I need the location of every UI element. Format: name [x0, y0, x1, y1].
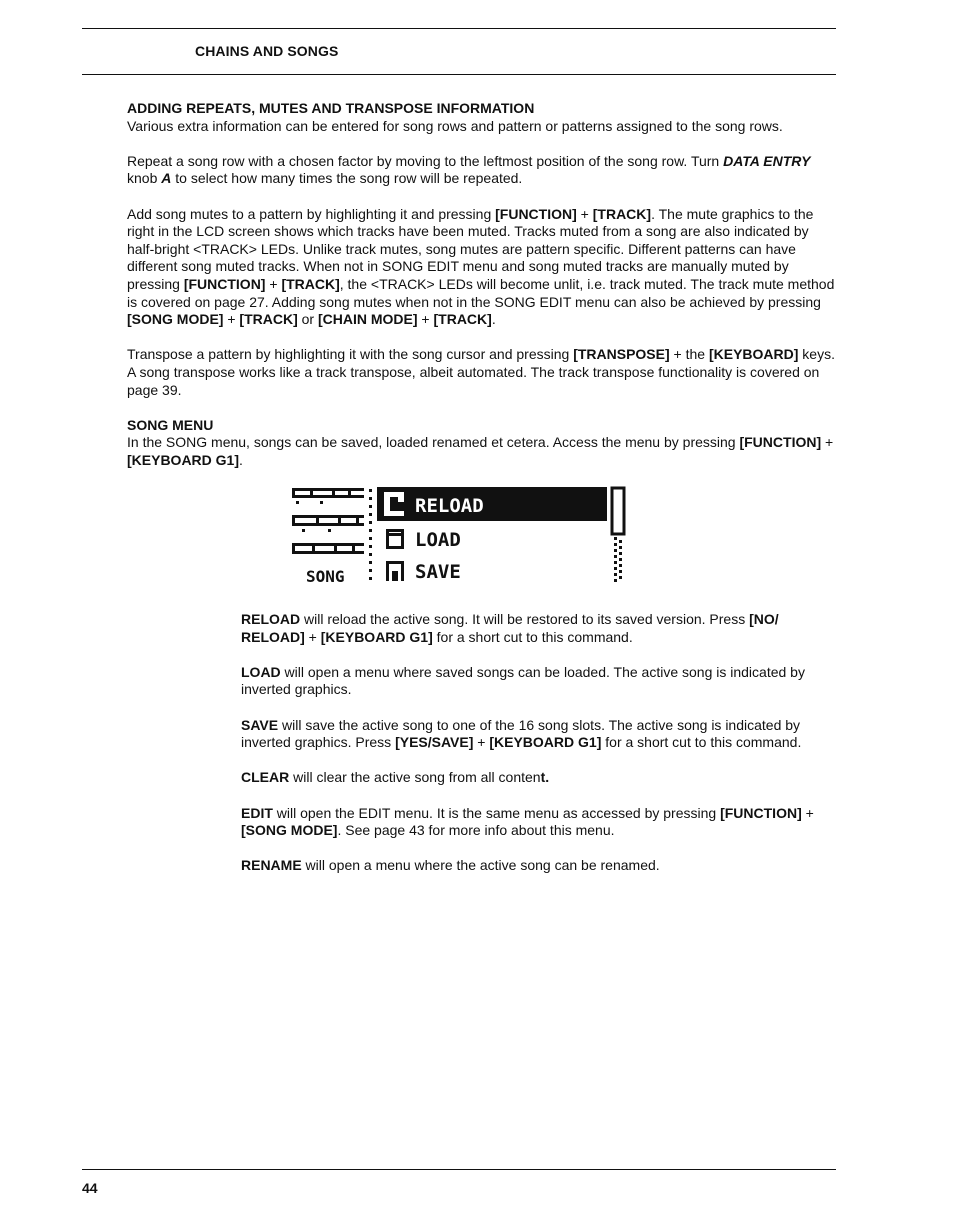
lcd-selection-highlight	[377, 487, 607, 521]
menu-definitions	[241, 611, 837, 893]
def-reload: RELOAD will reload the active song. It will be restored to its saved version. Press [NO/ RELOAD] + [KEYBOARD G1] for a short cut to this command.	[241, 611, 779, 645]
def-edit: EDIT will open the EDIT menu. It is the same menu as accessed by pressing [FUNCTION] + [SONG MODE]. See page 43 for more info about this menu.	[241, 804, 814, 839]
lcd-item-load: LOAD	[415, 529, 461, 551]
paragraph-intro: Various extra information can be entered for song rows and pattern or patterns assigned to the song rows.	[127, 117, 783, 134]
def-rename: RENAME will open a menu where the active song can be renamed.	[241, 857, 660, 874]
lcd-scrollbar	[612, 488, 624, 582]
page-number: 44	[82, 1180, 98, 1196]
footer-rule	[82, 1169, 836, 1170]
song-pattern-icon	[292, 488, 364, 554]
paragraph-song-menu: In the SONG menu, songs can be saved, loaded renamed et cetera. Access the menu by pressing [FUNCTION] + [KEYBOARD G1].	[127, 434, 834, 468]
paragraph-repeat: Repeat a song row with a chosen factor by moving to the leftmost position of the song row. Turn DATA ENTRY knob A to select how many times the song row will be repeated.	[127, 152, 811, 187]
section-heading-repeats: ADDING REPEATS, MUTES AND TRANSPOSE INFORMATION	[127, 100, 535, 116]
section-heading-song-menu: SONG MENU	[127, 416, 214, 433]
main-content	[127, 100, 837, 487]
header-title: CHAINS AND SONGS	[195, 43, 339, 59]
paragraph-transpose: Transpose a pattern by highlighting it with the song cursor and pressing [TRANSPOSE] + the [KEYBOARD] keys. A song transpose works like a track transpose, albeit automated. The track transpose functionality is covered on page 39.	[127, 346, 835, 398]
key-knob-a: A	[161, 170, 172, 187]
header-top-rule	[82, 28, 836, 29]
lcd-item-reload: RELOAD	[415, 495, 484, 517]
key-data-entry: DATA ENTRY	[723, 152, 811, 169]
save-icon	[386, 561, 404, 581]
lcd-song-menu-screenshot	[290, 485, 630, 587]
lcd-label-song: SONG	[306, 567, 345, 586]
header-bottom-rule	[82, 74, 836, 75]
lcd-item-save: SAVE	[415, 561, 461, 583]
def-save: SAVE will save the active song to one of the 16 song slots. The active song is indicated by inverted graphics. Press [YES/SAVE] + [KEYBOARD G1] for a short cut to this command.	[241, 716, 802, 751]
lcd-divider	[369, 489, 372, 580]
load-icon	[386, 529, 404, 549]
def-clear: CLEAR will clear the active song from all content.	[241, 769, 550, 786]
paragraph-mutes: Add song mutes to a pattern by highlighting it and pressing [FUNCTION] + [TRACK]. The mute graphics to the right in the LCD screen shows which tracks have been muted. Tracks muted from a song are also indicated by half-bright <TRACK> LEDs. Unlike track mutes, song mutes are pattern specific. Different patterns can have different song muted tracks. When not in SONG EDIT menu and song muted tracks are manually muted by pressing [FUNCTION] + [TRACK], the <TRACK> LEDs will become unlit, i.e. track muted. The track mute method is covered on page 27. Adding song mutes when not in the SONG EDIT menu can also be achieved by pressing [SONG MODE] + [TRACK] or [CHAIN MODE] + [TRACK].	[127, 205, 835, 328]
def-load: LOAD will open a menu where saved songs can be loaded. The active song is indicated by inverted graphics.	[241, 663, 805, 698]
